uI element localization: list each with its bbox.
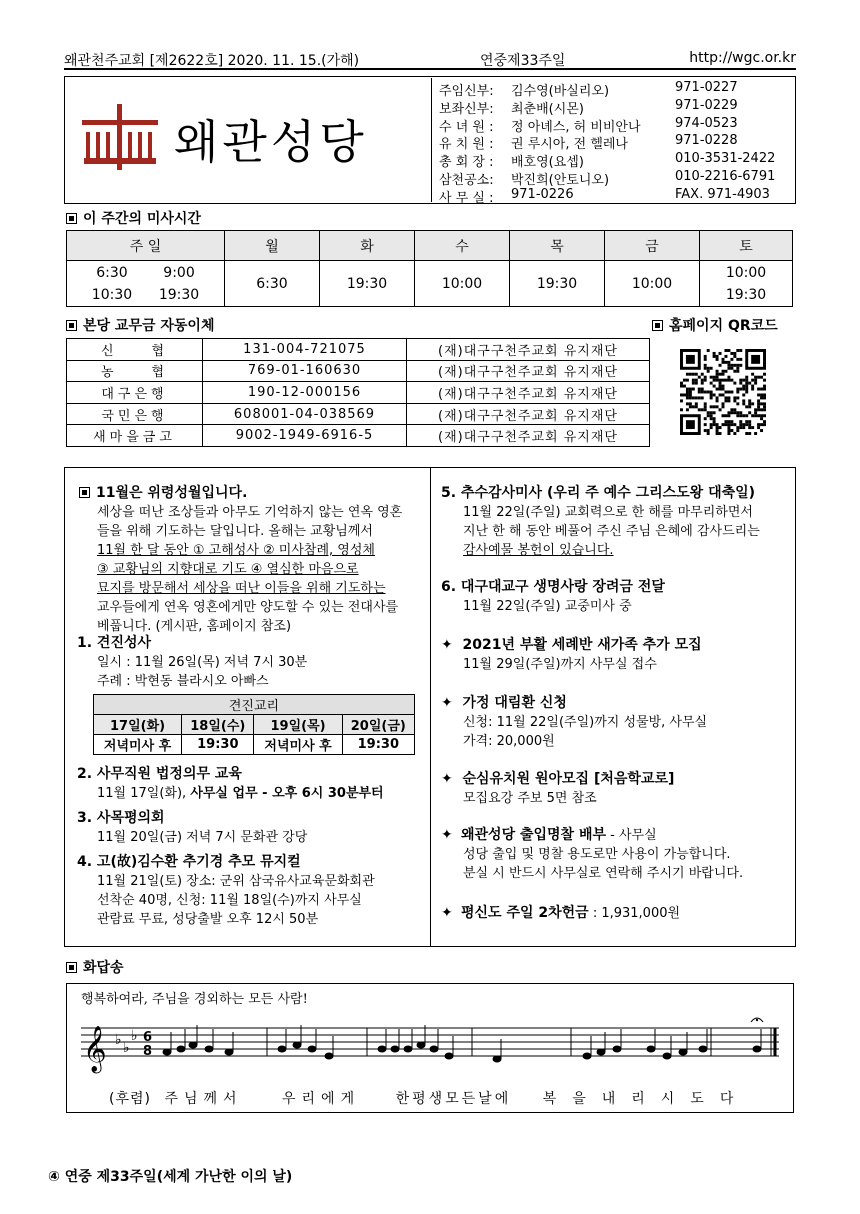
life-grant-line: 11월 22일(주일) 교중미사 중: [463, 599, 632, 614]
qr-section-title: 홈페이지 QR코드: [652, 315, 778, 335]
name-tag-line: 분실 시 반드시 사무실로 연락해 주시기 바랍니다.: [463, 866, 744, 881]
bank-row: [67, 425, 650, 447]
confirmation-line: 주례 : 박현동 블라시오 아빠스: [97, 674, 269, 689]
class-day: 20일(금): [342, 715, 414, 735]
pastoral-council-line: 11월 20일(금) 저녁 7시 문화관 강당: [97, 830, 308, 845]
staff-phone: FAX. 971-4903: [675, 186, 770, 202]
life-grant-title: 6. 대구대교구 생명사랑 장려금 전달: [441, 579, 665, 595]
staff-name: 권 루시아, 전 헬레나: [511, 137, 628, 153]
kindergarten-line: 모집요강 주보 5면 참조: [463, 791, 597, 806]
class-time: 저녁미사 후: [254, 735, 342, 755]
class-time: 19:30: [342, 735, 414, 755]
svg-text:8: 8: [143, 1044, 153, 1059]
lyric-phrase: 복을내리시도다: [542, 1091, 750, 1107]
mass-day-header: 금: [605, 231, 700, 261]
laity-collection-title: 평신도 주일 2차헌금: [461, 905, 589, 921]
square-bullet-icon: [66, 320, 77, 331]
diamond-bullet-icon: ✦: [441, 827, 453, 843]
staff-training-line: 11월 17일(화), 사무실 업무 - 오후 6시 30분부터: [97, 786, 384, 801]
masthead-bar: [64, 48, 796, 70]
square-bullet-icon: [79, 487, 90, 498]
logo-area: [66, 78, 432, 202]
mass-day-header: 수: [415, 231, 510, 261]
diamond-bullet-icon: ✦: [441, 905, 453, 921]
advent-wreath-title: 가정 대림환 신청: [462, 695, 567, 711]
lyric-phrase: 한평생모든날에: [395, 1091, 512, 1107]
staff-role: 총 회 장 :: [439, 155, 494, 171]
announcements-left-column: [65, 468, 431, 946]
thanksgiving-line: 지난 한 해 동안 베풀어 주신 주님 은혜에 감사드리는: [463, 524, 760, 539]
staff-role: 사 무 실 :: [439, 190, 494, 206]
name-tag-line: 성당 출입 및 명찰 용도로만 사용이 가능합니다.: [463, 847, 731, 862]
psalm-staff-notation: [77, 1014, 783, 1084]
bank-holder: (재)대구구천주교회 유지재단: [407, 339, 650, 361]
musical-item: [77, 853, 375, 929]
staff-training-item: [77, 765, 384, 803]
psalm-section-title: 화답송: [66, 957, 124, 977]
intro-line: 세상을 떠난 조상들과 아무도 기억하지 않는 연옥 영혼: [97, 505, 403, 520]
confirmation-title: 1. 견진성사: [77, 635, 152, 651]
liturgical-week: 연중제33주일: [480, 53, 566, 69]
bank-row: [67, 403, 650, 425]
staff-name: 최춘배(시몬): [511, 101, 584, 117]
thanksgiving-mass-item: [441, 484, 760, 560]
staff-phone: 971-0227: [675, 80, 738, 95]
staff-phone: 010-2216-6791: [675, 169, 776, 184]
svg-text:♭: ♭: [131, 1028, 138, 1044]
staff-role: 수 녀 원 :: [439, 119, 494, 135]
intro-line: ③ 교황님의 지향대로 기도 ④ 열심한 마음으로: [97, 562, 359, 577]
baptism-recruit-line: 11월 29일(주일)까지 사무실 접수: [463, 657, 657, 672]
staff-name: 박진희(안토니오): [511, 173, 610, 188]
confirmation-class-table: [93, 694, 415, 755]
mass-day-header: 월: [225, 231, 320, 261]
bank-row: [67, 339, 650, 361]
november-intro-body: [79, 503, 429, 636]
staff-role: 유 치 원 :: [439, 137, 494, 153]
bank-name: 대구은행: [67, 382, 203, 404]
bank-name: 국민은행: [67, 403, 203, 425]
homepage-qr-code[interactable]: [680, 349, 766, 435]
mass-time: 10:00: [415, 261, 510, 307]
staff-phone: 971-0229: [675, 97, 738, 113]
confirmation-class-title: 견진교리: [94, 695, 415, 715]
mass-time: 19:30: [510, 261, 605, 307]
intro-line: 교우들에게 연옥 영혼에게만 양도할 수 있는 전대사를: [97, 600, 399, 615]
kindergarten-title: 순심유치원 원아모집 [처음학교로]: [462, 771, 675, 787]
announcements-right-column: [431, 468, 795, 946]
intro-line: 묘지를 방문해서 세상을 떠난 이들을 위해 기도하는: [97, 581, 386, 596]
name-tag-item: [441, 826, 743, 883]
mass-time: 6:30: [225, 261, 320, 307]
sunday-times: 6:30 9:00 10:30 19:30: [67, 261, 225, 307]
psalm-verse: 행복하여라, 주님을 경외하는 모든 사람!: [81, 992, 308, 1007]
staff-role: 삼천공소:: [439, 173, 494, 188]
bank-holder: (재)대구구천주교회 유지재단: [407, 360, 650, 382]
staff-name: 정 아녜스, 허 비비안나: [511, 119, 641, 135]
mass-time: 19:30: [320, 261, 415, 307]
bank-holder: (재)대구구천주교회 유지재단: [407, 403, 650, 425]
advent-wreath-item: [441, 694, 707, 751]
staff-role: 보좌신부:: [439, 101, 494, 117]
bank-row: [67, 360, 650, 382]
square-bullet-icon: [66, 213, 77, 224]
diamond-bullet-icon: ✦: [441, 695, 453, 711]
svg-text:6: 6: [143, 1030, 153, 1045]
name-tag-title: 왜관성당 출입명찰 배부: [461, 827, 606, 843]
svg-text:♭: ♭: [115, 1032, 122, 1048]
bank-account: 9002-1949-6916-5: [203, 425, 407, 447]
parish-issue-info: 왜관천주교회 [제2622호] 2020. 11. 15.(가해): [64, 53, 360, 69]
psalm-lyrics: [109, 1088, 749, 1108]
diamond-bullet-icon: ✦: [441, 771, 453, 787]
staff-name: 971-0226: [511, 186, 574, 202]
baptism-recruit-title: 2021년 부활 세례반 새가족 추가 모집: [462, 637, 702, 653]
svg-text:𝄞: 𝄞: [83, 1026, 107, 1072]
class-time: 저녁미사 후: [94, 735, 182, 755]
square-bullet-icon: [652, 320, 663, 331]
musical-title: 4. 고(故)김수환 추기경 추모 뮤지컬: [77, 854, 301, 870]
pastoral-council-item: [77, 809, 307, 847]
bank-holder: (재)대구구천주교회 유지재단: [407, 382, 650, 404]
bank-holder: (재)대구구천주교회 유지재단: [407, 425, 650, 447]
mass-day-header: 주 일: [67, 231, 225, 261]
pastoral-council-title: 3. 사목평의회: [77, 810, 165, 826]
bank-name: 새마을금고: [67, 425, 203, 447]
laity-collection-amount: : 1,931,000원: [588, 906, 681, 921]
bank-section-title: 본당 교무금 자동이체: [66, 315, 214, 335]
bank-account: 608001-04-038569: [203, 403, 407, 425]
thanksgiving-title: 5. 추수감사미사 (우리 주 예수 그리스도왕 대축일): [441, 485, 756, 501]
mass-time: 10:00: [605, 261, 700, 307]
staff-name: 배호영(요셉): [511, 155, 584, 171]
november-intro-title: 11월은 위령성월입니다.: [79, 484, 429, 503]
church-logo-icon: [80, 102, 160, 172]
staff-phone: 971-0228: [675, 133, 738, 149]
staff-phone: 974-0523: [675, 115, 738, 131]
staff-phone: 010-3531-2422: [675, 151, 776, 167]
intro-line: 11월 한 달 동안 ① 고해성사 ② 미사참례, 영성체: [97, 543, 375, 558]
confirmation-line: 일시 : 11월 26일(목) 저녁 7시 30분: [97, 655, 308, 670]
diamond-bullet-icon: ✦: [441, 637, 453, 653]
musical-line: 선착순 40명, 신청: 11월 18일(수)까지 사무실: [97, 893, 362, 908]
website-url[interactable]: http://wgc.or.kr: [689, 50, 796, 66]
class-day: 19일(목): [254, 715, 342, 735]
bank-name: 신 협: [67, 339, 203, 361]
advent-wreath-line: 가격: 20,000원: [463, 734, 555, 749]
kindergarten-item: [441, 770, 674, 808]
announcements-box: [64, 467, 796, 947]
bank-account: 131-004-721075: [203, 339, 407, 361]
svg-text:♭: ♭: [123, 1040, 130, 1056]
square-bullet-icon: [66, 962, 77, 973]
lyric-phrase: 주님께서: [164, 1091, 243, 1107]
bank-name: 농 협: [67, 360, 203, 382]
staff-name: 김수영(바실리오): [511, 84, 610, 99]
thanksgiving-line: 감사예물 봉헌이 있습니다.: [463, 543, 614, 558]
mass-header-row: [67, 231, 793, 261]
laity-collection-item: [441, 904, 680, 923]
thanksgiving-line: 11월 22일(주일) 교회력으로 한 해를 마무리하면서: [463, 505, 753, 520]
saturday-times: 10:00 19:30: [700, 261, 793, 307]
staff-role: 주임신부:: [439, 84, 494, 99]
mass-section-title: 이 주간의 미사시간: [66, 208, 201, 228]
musical-line: 11월 21일(토) 장소: 군위 삼국유사교육문화회관: [97, 874, 375, 889]
life-grant-item: [441, 578, 665, 616]
lyric-phrase: 우리에게: [282, 1091, 361, 1107]
mass-day-header: 목: [510, 231, 605, 261]
mass-schedule-table: [66, 230, 793, 307]
name-tag-location: - 사무실: [606, 828, 657, 843]
mass-day-header: 토: [700, 231, 793, 261]
staff-training-title: 2. 사무직원 법정의무 교육: [77, 766, 242, 782]
bank-account: 190-12-000156: [203, 382, 407, 404]
page-footer: ④ 연중 제33주일(세계 가난한 이의 날): [48, 1169, 293, 1185]
psalm-music-box: [66, 983, 794, 1113]
class-day: 18일(수): [182, 715, 254, 735]
bank-row: [67, 382, 650, 404]
class-day: 17일(화): [94, 715, 182, 735]
class-time: 19:30: [182, 735, 254, 755]
advent-wreath-line: 신청: 11월 22일(주일)까지 성물방, 사무실: [463, 715, 708, 730]
confirmation-item: [77, 634, 307, 691]
mass-times-row: [67, 261, 793, 307]
mass-day-header: 화: [320, 231, 415, 261]
refrain-label: (후렴): [109, 1091, 151, 1107]
baptism-recruit-item: [441, 636, 702, 674]
intro-line: 들을 위해 기도하는 달입니다. 올해는 교황님께서: [97, 524, 373, 539]
header-box: [64, 76, 796, 204]
parish-name-logo: 왜관성당: [174, 115, 368, 169]
bank-transfer-table: [66, 338, 650, 447]
november-intro: [79, 484, 429, 636]
intro-line: 베풉니다. (게시판, 홈페이지 참조): [97, 619, 292, 634]
bank-account: 769-01-160630: [203, 360, 407, 382]
musical-line: 관람료 무료, 성당출발 오후 12시 50분: [97, 912, 319, 927]
